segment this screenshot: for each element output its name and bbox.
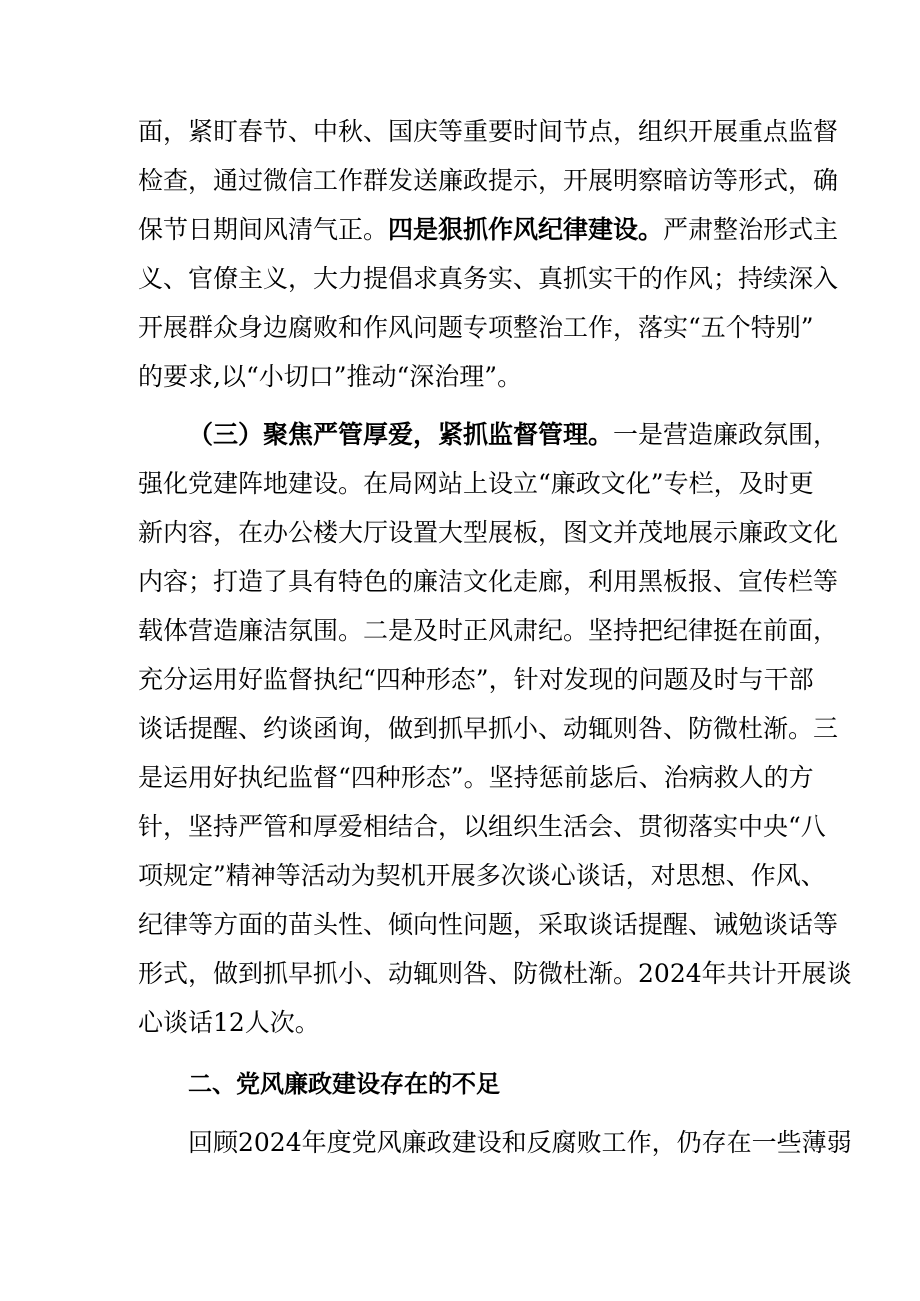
body-line-10: 内容；打造了具有特色的廉洁文化走廊，利用黑板报、宣传栏等 (138, 567, 839, 596)
review-paragraph-line: 回顾2024年度党风廉政建设和反腐败工作，仍存在一些薄弱 (188, 1128, 852, 1157)
body-line-2: 检查，通过微信工作群发送廉政提示，开展明察暗访等形式，确 (138, 166, 839, 195)
body-line-1: 面，紧盯春节、中秋、国庆等重要时间节点，组织开展重点监督 (138, 117, 839, 146)
body-line-13: 谈话提醒、约谈函询，做到抓早抓小、动辄则咎、防微杜渐。三 (138, 714, 839, 743)
body-line-3 (138, 208, 839, 252)
section-three-lead: 一是营造廉政氛围， (613, 420, 839, 449)
section-three-title: （三）聚焦严管厚爱，紧抓监督管理。 (188, 420, 614, 449)
body-line-8: 强化党建阵地建设。在局网站上设立“廉政文化”专栏，及时更 (138, 469, 814, 498)
body-line-19: 心谈话12人次。 (138, 1008, 320, 1037)
body-line-17: 纪律等方面的苗头性、倾向性问题，采取谈话提醒、诫勉谈话等 (138, 910, 839, 939)
body-line-6: 的要求,以“小切口”推动“深治理”。 (138, 362, 523, 391)
body-line-3-text: 保节日期间风清气正。 (138, 215, 389, 244)
section-two-heading: 二、党风廉政建设存在的不足 (188, 1070, 500, 1098)
body-line-18: 形式，做到抓早抓小、动辄则咎、防微杜渐。2024年共计开展谈 (138, 959, 852, 988)
body-line-9: 新内容，在办公楼大厅设置大型展板，图文并茂地展示廉政文化 (138, 518, 839, 547)
section-three-first-line (188, 413, 839, 457)
body-line-12: 充分运用好监督执纪“四种形态”，针对发现的问题及时与干部 (138, 665, 814, 694)
body-line-16: 项规定”精神等活动为契机开展多次谈心谈话，对思想、作风、 (138, 861, 826, 890)
body-line-14: 是运用好执纪监督“四种形态”。坚持惩前毖后、治病救人的方 (138, 763, 814, 792)
body-line-4: 义、官僚主义，大力提倡求真务实、真抓实干的作风；持续深入 (138, 264, 839, 293)
body-line-3-rest: 严肃整治形式主 (663, 215, 839, 244)
body-line-15: 针，坚持严管和厚爱相结合，以组织生活会、贯彻落实中央“八 (138, 812, 826, 841)
point-four-emphasis: 四是狠抓作风纪律建设。 (388, 215, 664, 244)
body-line-5: 开展群众身边腐败和作风问题专项整治工作，落实“五个特别” (138, 313, 814, 342)
body-line-11: 载体营造廉洁氛围。二是及时正风肃纪。坚持把纪律挺在前面， (138, 616, 839, 645)
